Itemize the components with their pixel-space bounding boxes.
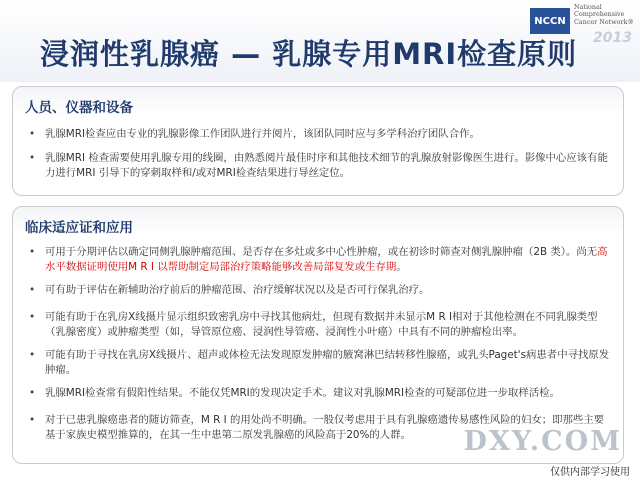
list-item-text: 可有助于评估在新辅助治疗前后的肿瘤范围、治疗缓解状况以及是否可行保乳治疗。 bbox=[45, 284, 430, 296]
list-item-text-end: 。 bbox=[396, 261, 407, 273]
list-item bbox=[27, 127, 611, 142]
section-title: 人员、仪器和设备 bbox=[25, 100, 133, 116]
list-item-text: 可能有助于寻找在乳房X线摄片、超声或体检无法发现原发肿瘤的腋窝淋巴结转移性腺癌，或乳头Paget's病患者中寻找原发肿瘤。 bbox=[45, 349, 610, 376]
bullet-icon: • bbox=[29, 152, 36, 164]
nccn-logo-text: National Comprehensive Cancer Network® bbox=[574, 3, 634, 26]
year-label: 2013 bbox=[593, 30, 632, 46]
list-item bbox=[27, 283, 611, 298]
bullet-icon: • bbox=[29, 246, 36, 258]
list-item-text: 乳腺MRI 检查需要使用乳腺专用的线圈，由熟悉阅片最佳时序和其他技术细节的乳腺放射影像医生进行。影像中心应该有能力进行MRI 引导下的穿刺取样和/或对MRI检查结果进行导丝定位。 bbox=[45, 152, 608, 179]
watermark: DXY.COM bbox=[463, 426, 622, 457]
page-title: 浸润性乳腺癌 — 乳腺专用MRI检查原则 bbox=[40, 37, 578, 71]
bullet-list bbox=[27, 245, 611, 451]
list-item bbox=[27, 310, 611, 340]
bullet-icon: • bbox=[29, 128, 36, 140]
bullet-icon: • bbox=[29, 311, 36, 323]
list-item-text: 对于已患乳腺癌患者的随访筛查，M R I 的用处尚不明确。一般仅考虑用于具有乳腺癌遗传易感性风险的妇女；即那些主要基于家族史模型推算的，在其一生中患第二原发乳腺癌的风险高于20%的人群。 bbox=[45, 414, 605, 441]
section-title: 临床适应证和应用 bbox=[25, 220, 133, 236]
section-personnel-equipment bbox=[12, 86, 624, 196]
list-item bbox=[27, 348, 611, 378]
bullet-icon: • bbox=[29, 387, 36, 399]
list-item bbox=[27, 151, 611, 181]
bullet-list bbox=[27, 127, 611, 190]
internal-use-label: 仅供内部学习使用 bbox=[550, 467, 630, 478]
nccn-logo-box: NCCN bbox=[530, 8, 570, 34]
list-item bbox=[27, 245, 611, 275]
bullet-icon: • bbox=[29, 349, 36, 361]
list-item-text: 乳腺MRI检查应由专业的乳腺影像工作团队进行并阅片，该团队同时应与多学科治疗团队合作。 bbox=[45, 128, 480, 140]
highlighted-text: 高水平数据证明使用M R I 以帮助制定局部治疗策略能够改善局部复发或生存期 bbox=[45, 246, 608, 273]
list-item-text: 可用于分期评估以确定同侧乳腺肿瘤范围、是否存在多灶或多中心性肿瘤，或在初诊时筛查对侧乳腺肿瘤（2B 类）。尚无 bbox=[45, 246, 598, 258]
list-item-text: 可能有助于在乳房X线摄片显示组织致密乳房中寻找其他病灶，但现有数据并未显示M R I相对于其他检测在不同乳腺类型（乳腺密度）或肿瘤类型（如，导管原位癌、浸润性导管癌、浸润性小叶癌）中具有不同的肿瘤检出率。 bbox=[45, 311, 598, 338]
bullet-icon: • bbox=[29, 414, 36, 426]
list-item bbox=[27, 386, 611, 401]
bullet-icon: • bbox=[29, 284, 36, 296]
list-item-text: 乳腺MRI检查常有假阳性结果。不能仅凭MRI的发现决定手术。建议对乳腺MRI检查的可疑部位进一步取样活检。 bbox=[45, 387, 560, 399]
